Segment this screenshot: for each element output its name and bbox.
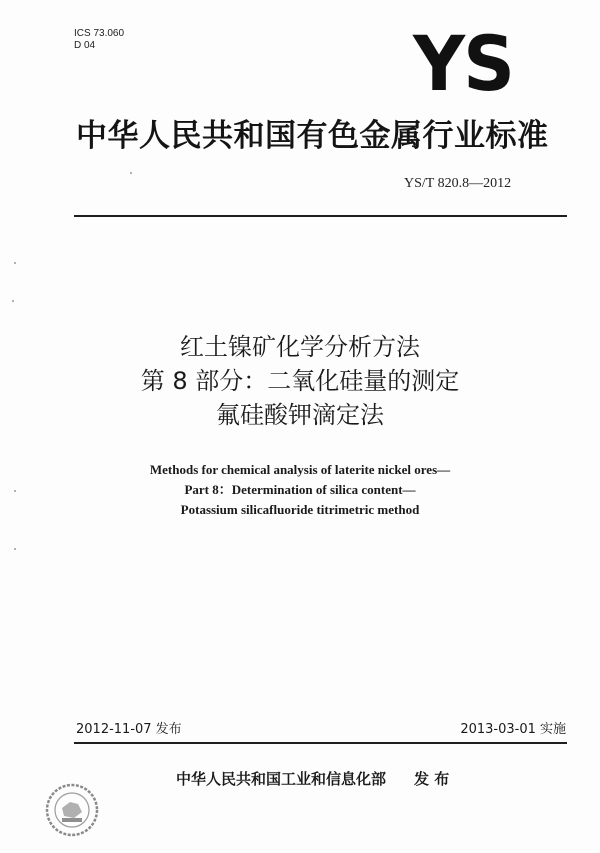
chinese-title-line-2: 第 8 部分：二氧化硅量的测定 xyxy=(140,367,460,395)
scan-speck xyxy=(14,262,16,264)
english-title-line-1: Methods for chemical analysis of laterite nickel ores— xyxy=(149,462,451,477)
chinese-title xyxy=(0,330,600,432)
issuer-name: 中华人民共和国工业和信息化部 xyxy=(176,770,387,788)
bottom-divider xyxy=(74,742,567,744)
standard-code: YS/T 820.8—2012 xyxy=(404,176,512,191)
classification-codes xyxy=(74,28,124,52)
issue-date: 2012-11-07 发布 xyxy=(76,722,182,737)
scan-speck xyxy=(130,172,132,174)
scan-speck xyxy=(14,490,16,492)
scan-speck xyxy=(12,300,14,302)
standard-category-title: 中华人民共和国有色金属行业标准 xyxy=(76,118,549,154)
scan-speck xyxy=(14,548,16,550)
issuing-authority xyxy=(176,769,449,789)
english-title-line-3: Potassium silicafluoride titrimetric method xyxy=(180,502,420,517)
chinese-title-line-1: 红土镍矿化学分析方法 xyxy=(180,333,420,361)
implementation-date: 2013-03-01 实施 xyxy=(460,722,566,737)
top-divider xyxy=(74,215,567,217)
issuer-action: 发 布 xyxy=(414,770,450,788)
english-title xyxy=(0,460,600,520)
publisher-seal-icon xyxy=(44,782,100,838)
ccs-code: D 04 xyxy=(74,40,96,51)
english-title-line-2: Part 8：Determination of silica content— xyxy=(184,482,416,497)
ics-code: ICS 73.060 xyxy=(74,28,125,39)
ys-logo: YS xyxy=(413,19,513,108)
chinese-title-line-3: 氟硅酸钾滴定法 xyxy=(216,401,384,429)
